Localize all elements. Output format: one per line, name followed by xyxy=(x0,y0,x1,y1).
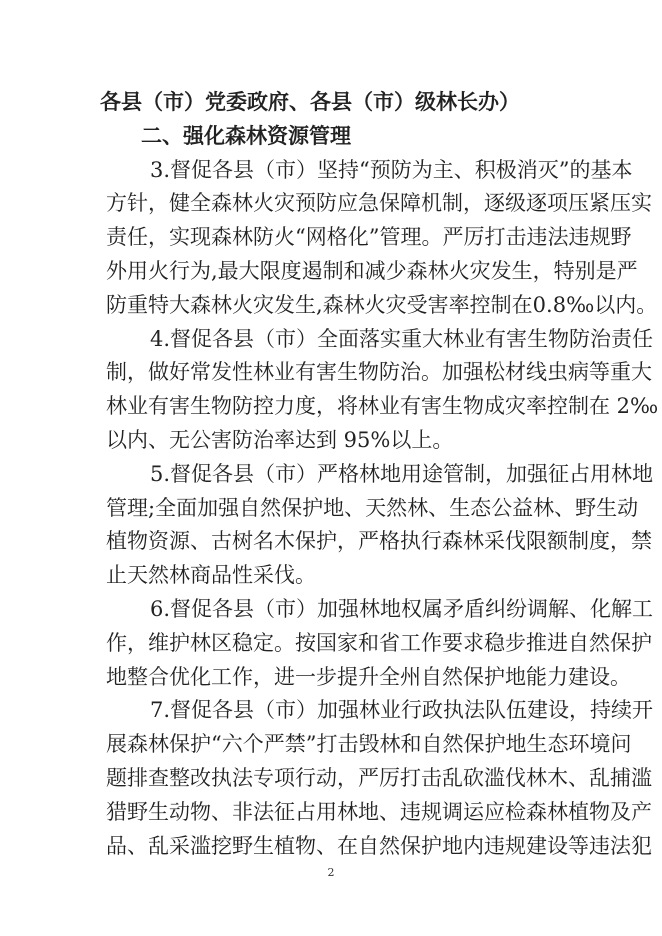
paragraph-line: 制，做好常发性林业有害生物防治。加强松材线虫病等重大 xyxy=(106,360,652,385)
paragraph-line: 猎野生动物、非法征占用林地、违规调运应检森林植物及产 xyxy=(106,799,652,824)
paragraph xyxy=(0,154,662,323)
paragraph-line: 4.督促各县（市）全面落实重大林业有害生物防治责任 xyxy=(150,326,654,351)
document-body xyxy=(0,154,662,864)
document-page xyxy=(0,86,662,863)
paragraph xyxy=(0,458,662,593)
section-heading: 二、强化森林资源管理 xyxy=(141,123,351,148)
paragraph-line: 责任，实现森林防火“网格化”管理。严厉打击违法违规野 xyxy=(106,225,632,250)
paragraph-line: 植物资源、古树名木保护，严格执行森林采伐限额制度，禁 xyxy=(106,529,652,554)
recipients-line: 各县（市）党委政府、各县（市）级林长办） xyxy=(100,90,520,114)
paragraph-line: 止天然林商品性采伐。 xyxy=(106,563,316,588)
paragraph-line: 品、乱采滥挖野生植物、在自然保护地内违规建设等违法犯 xyxy=(106,833,652,858)
paragraph xyxy=(0,694,662,863)
paragraph-line: 3.督促各县（市）坚持“预防为主、积极消灭”的基本 xyxy=(150,157,633,182)
paragraph-line: 林业有害生物防控力度，将林业有害生物成灾率控制在 2‰ xyxy=(106,394,659,419)
paragraph-line: 方针，健全森林火灾预防应急保障机制，逐级逐项压紧压实 xyxy=(106,191,652,216)
paragraph-line: 地整合优化工作，进一步提升全州自然保护地能力建设。 xyxy=(106,664,631,689)
paragraph-line: 防重特大森林火灾发生,森林火灾受害率控制在0.8‰以内。 xyxy=(106,292,658,317)
paragraph-line: 展森林保护“六个严禁”打击毁林和自然保护地生态环境问 xyxy=(106,732,632,757)
paragraph-line: 7.督促各县（市）加强林业行政执法队伍建设，持续开 xyxy=(150,698,654,723)
paragraph-line: 以内、无公害防治率达到 95%以上。 xyxy=(106,427,454,452)
paragraph-line: 6.督促各县（市）加强林地权属矛盾纠纷调解、化解工 xyxy=(150,596,654,621)
paragraph-line: 题排查整改执法专项行动，严厉打击乱砍滥伐林木、乱捕滥 xyxy=(106,765,652,790)
paragraph xyxy=(0,323,662,458)
paragraph-line: 作，维护林区稳定。按国家和省工作要求稳步推进自然保护 xyxy=(106,630,652,655)
paragraph-line: 5.督促各县（市）严格林地用途管制，加强征占用林地 xyxy=(150,461,654,486)
paragraph-line: 管理;全面加强自然保护地、天然林、生态公益林、野生动 xyxy=(106,495,639,520)
page-number: 2 xyxy=(327,866,335,879)
paragraph xyxy=(0,593,662,694)
paragraph-line: 外用火行为,最大限度遏制和减少森林火灾发生，特别是严 xyxy=(106,258,638,283)
